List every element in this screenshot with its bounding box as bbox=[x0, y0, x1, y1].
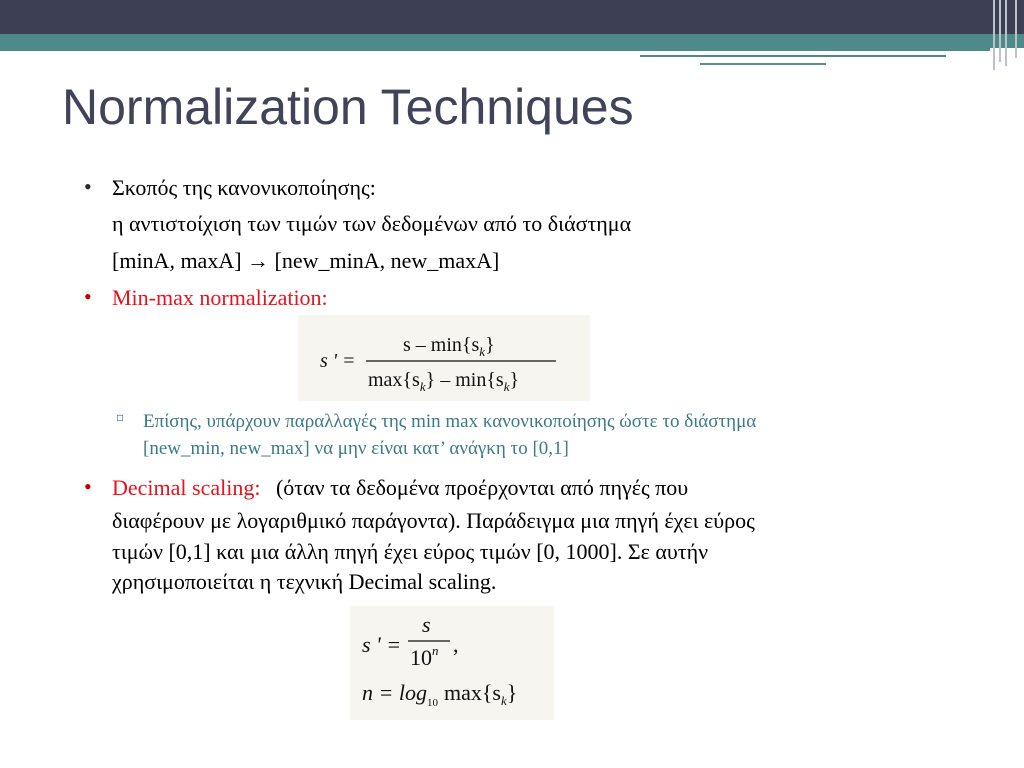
header-rule-short bbox=[640, 55, 946, 57]
slide-title: Normalization Techniques bbox=[62, 79, 634, 135]
header-vertical-line bbox=[999, 0, 1001, 62]
bullet-decimal-line: χρησιμοποιείται η τεχνική Decimal scaling. bbox=[112, 569, 497, 594]
header-accent-band bbox=[0, 34, 1024, 48]
header-rule-shorter bbox=[700, 63, 826, 65]
sub-bullet-marker: ▫ bbox=[116, 410, 125, 424]
bullet-purpose-line: η αντιστοίχιση των τιμών των δεδομένων από το διάστημα bbox=[112, 211, 632, 236]
bullet-decimal-heading: Decimal scaling: bbox=[112, 475, 261, 500]
header-vertical-line bbox=[993, 0, 995, 70]
decimal-scaling-formula bbox=[350, 606, 554, 720]
header-band bbox=[0, 0, 1024, 34]
bullet-minmax-heading: Min-max normalization: bbox=[112, 285, 328, 310]
bullet-decimal-line: διαφέρουν με λογαριθμικό παράγοντα). Παράδειγμα μια πηγή έχει εύρος bbox=[112, 508, 755, 533]
formula-n-definition: $n = \log_{10} \max\{s_k\}$ bbox=[362, 680, 518, 709]
minmax-sub-note-line: Επίσης, υπάρχουν παραλλαγές της min max κανονικοποίησης ώστε το διάστημα bbox=[143, 411, 757, 432]
formula-lhs: s ' = bbox=[320, 350, 356, 372]
minmax-formula bbox=[298, 315, 590, 401]
formula-numerator: s – $\min\{s_k\}$ bbox=[403, 334, 495, 359]
formula-denominator: 10$^n$ bbox=[410, 643, 439, 670]
header-vertical-line bbox=[1005, 0, 1007, 66]
formula-lhs: s ' = bbox=[362, 632, 402, 657]
formula-numerator: s bbox=[422, 612, 431, 637]
header-vertical-line bbox=[1015, 0, 1017, 58]
bullet-marker: • bbox=[84, 284, 92, 309]
minmax-sub-note-line: [new_min, new_max] να μην είναι κατ’ ανάγκη το [0,1] bbox=[143, 438, 569, 459]
formula-trailing-comma: , bbox=[453, 632, 459, 657]
bullet-marker: • bbox=[84, 174, 92, 199]
bullet-purpose-heading: Σκοπός της κανονικοποίησης: bbox=[112, 175, 376, 200]
bullet-purpose-line: [minA, maxA] → [new_minA, new_maxA] bbox=[112, 248, 500, 273]
bullet-marker: • bbox=[84, 474, 92, 499]
bullet-decimal-inline-text: (όταν τα δεδομένα προέρχονται από πηγές που bbox=[275, 475, 689, 500]
formula-denominator: $\max\{s_k\} - \min\{s_k\}$ bbox=[368, 369, 520, 394]
bullet-decimal-line: τιμών [0,1] και μια άλλη πηγή έχει εύρος τιμών [0, 1000]. Σε αυτήν bbox=[112, 539, 709, 564]
header-rule bbox=[0, 48, 990, 51]
bullet-decimal-first-line bbox=[112, 473, 688, 503]
